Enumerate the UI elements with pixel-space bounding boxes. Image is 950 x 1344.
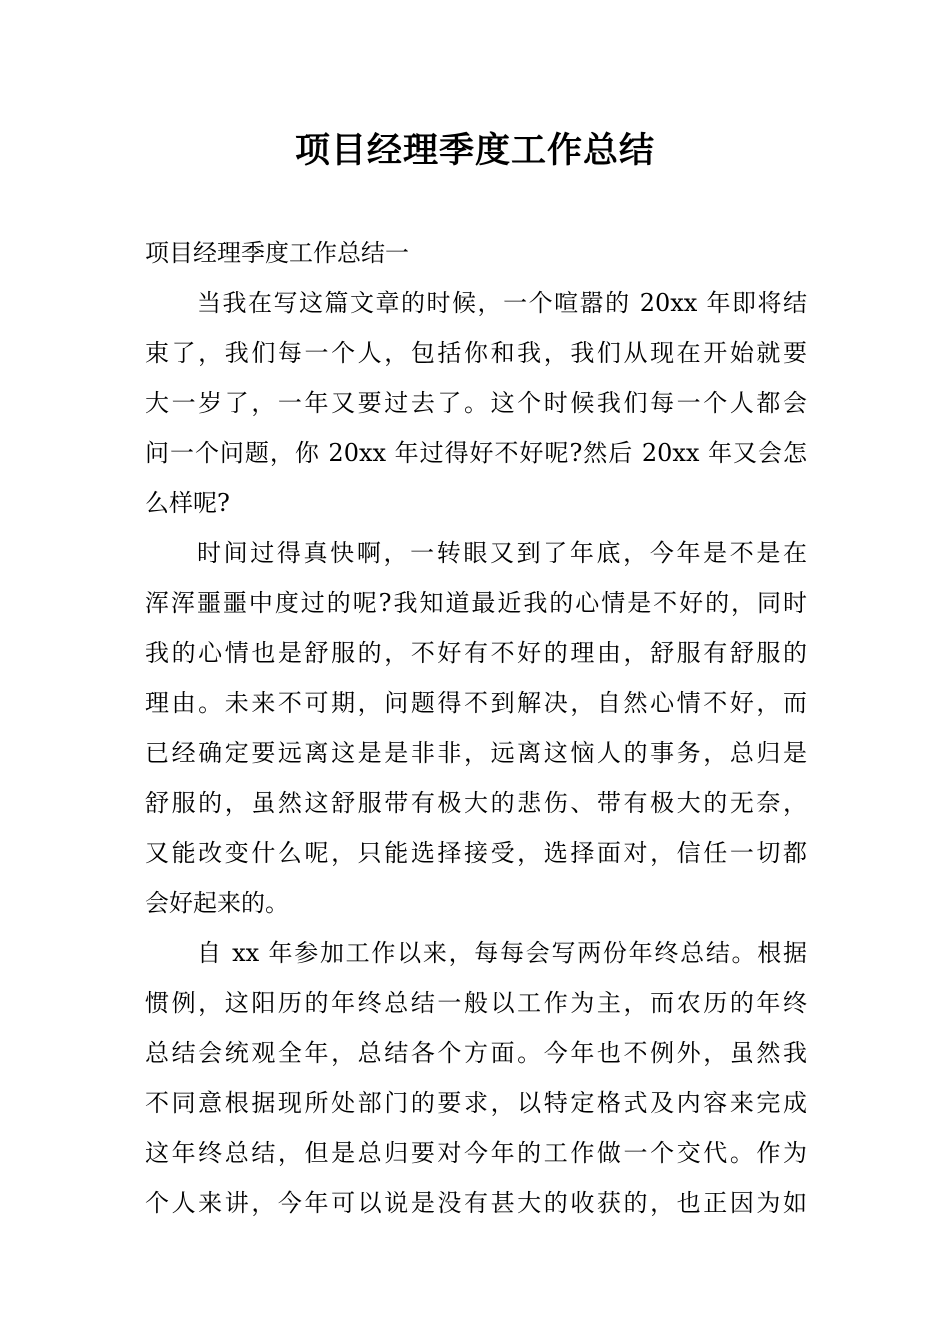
paragraph-line: 总结会统观全年，总结各个方面。今年也不例外，虽然我: [145, 1039, 807, 1067]
paragraph-line: 问一个问题，你 20xx 年过得好不好呢?然后 20xx 年又会怎: [145, 439, 807, 467]
document-title: 项目经理季度工作总结: [294, 130, 655, 171]
paragraph-line: 自 xx 年参加工作以来，每每会写两份年终总结。根据: [197, 939, 807, 967]
paragraph-line: 束了，我们每一个人，包括你和我，我们从现在开始就要: [145, 339, 807, 367]
paragraph-line: 浑浑噩噩中度过的呢?我知道最近我的心情是不好的，同时: [145, 589, 807, 617]
paragraph-line: 时间过得真快啊，一转眼又到了年底，今年是不是在: [197, 539, 807, 567]
paragraph-line: 又能改变什么呢，只能选择接受，选择面对，信任一切都: [145, 839, 807, 867]
paragraph-3: [145, 928, 807, 1228]
paragraph-line: 这年终总结，但是总归要对今年的工作做一个交代。作为: [145, 1139, 807, 1167]
paragraph-line: 么样呢?: [145, 489, 230, 517]
paragraph-line: 惯例，这阳历的年终总结一般以工作为主，而农历的年终: [145, 989, 807, 1017]
paragraph-line: 理由。未来不可期，问题得不到解决，自然心情不好，而: [145, 689, 807, 717]
paragraph-1: [145, 278, 807, 528]
paragraph-line: 大一岁了，一年又要过去了。这个时候我们每一个人都会: [145, 389, 807, 417]
paragraph-line: 个人来讲，今年可以说是没有甚大的收获的，也正因为如: [145, 1189, 807, 1217]
section-heading: 项目经理季度工作总结一: [145, 239, 409, 267]
paragraph-2: [145, 528, 807, 928]
paragraph-line: 已经确定要远离这是是非非，远离这恼人的事务，总归是: [145, 739, 807, 767]
paragraph-line: 舒服的，虽然这舒服带有极大的悲伤、带有极大的无奈，: [145, 789, 807, 817]
paragraph-line: 会好起来的。: [145, 889, 289, 917]
paragraph-line: 我的心情也是舒服的，不好有不好的理由，舒服有舒服的: [145, 639, 807, 667]
document-body: [145, 228, 807, 1228]
paragraph-line: 不同意根据现所处部门的要求，以特定格式及内容来完成: [145, 1089, 807, 1117]
paragraph-line: 当我在写这篇文章的时候，一个喧嚣的 20xx 年即将结: [197, 289, 807, 317]
